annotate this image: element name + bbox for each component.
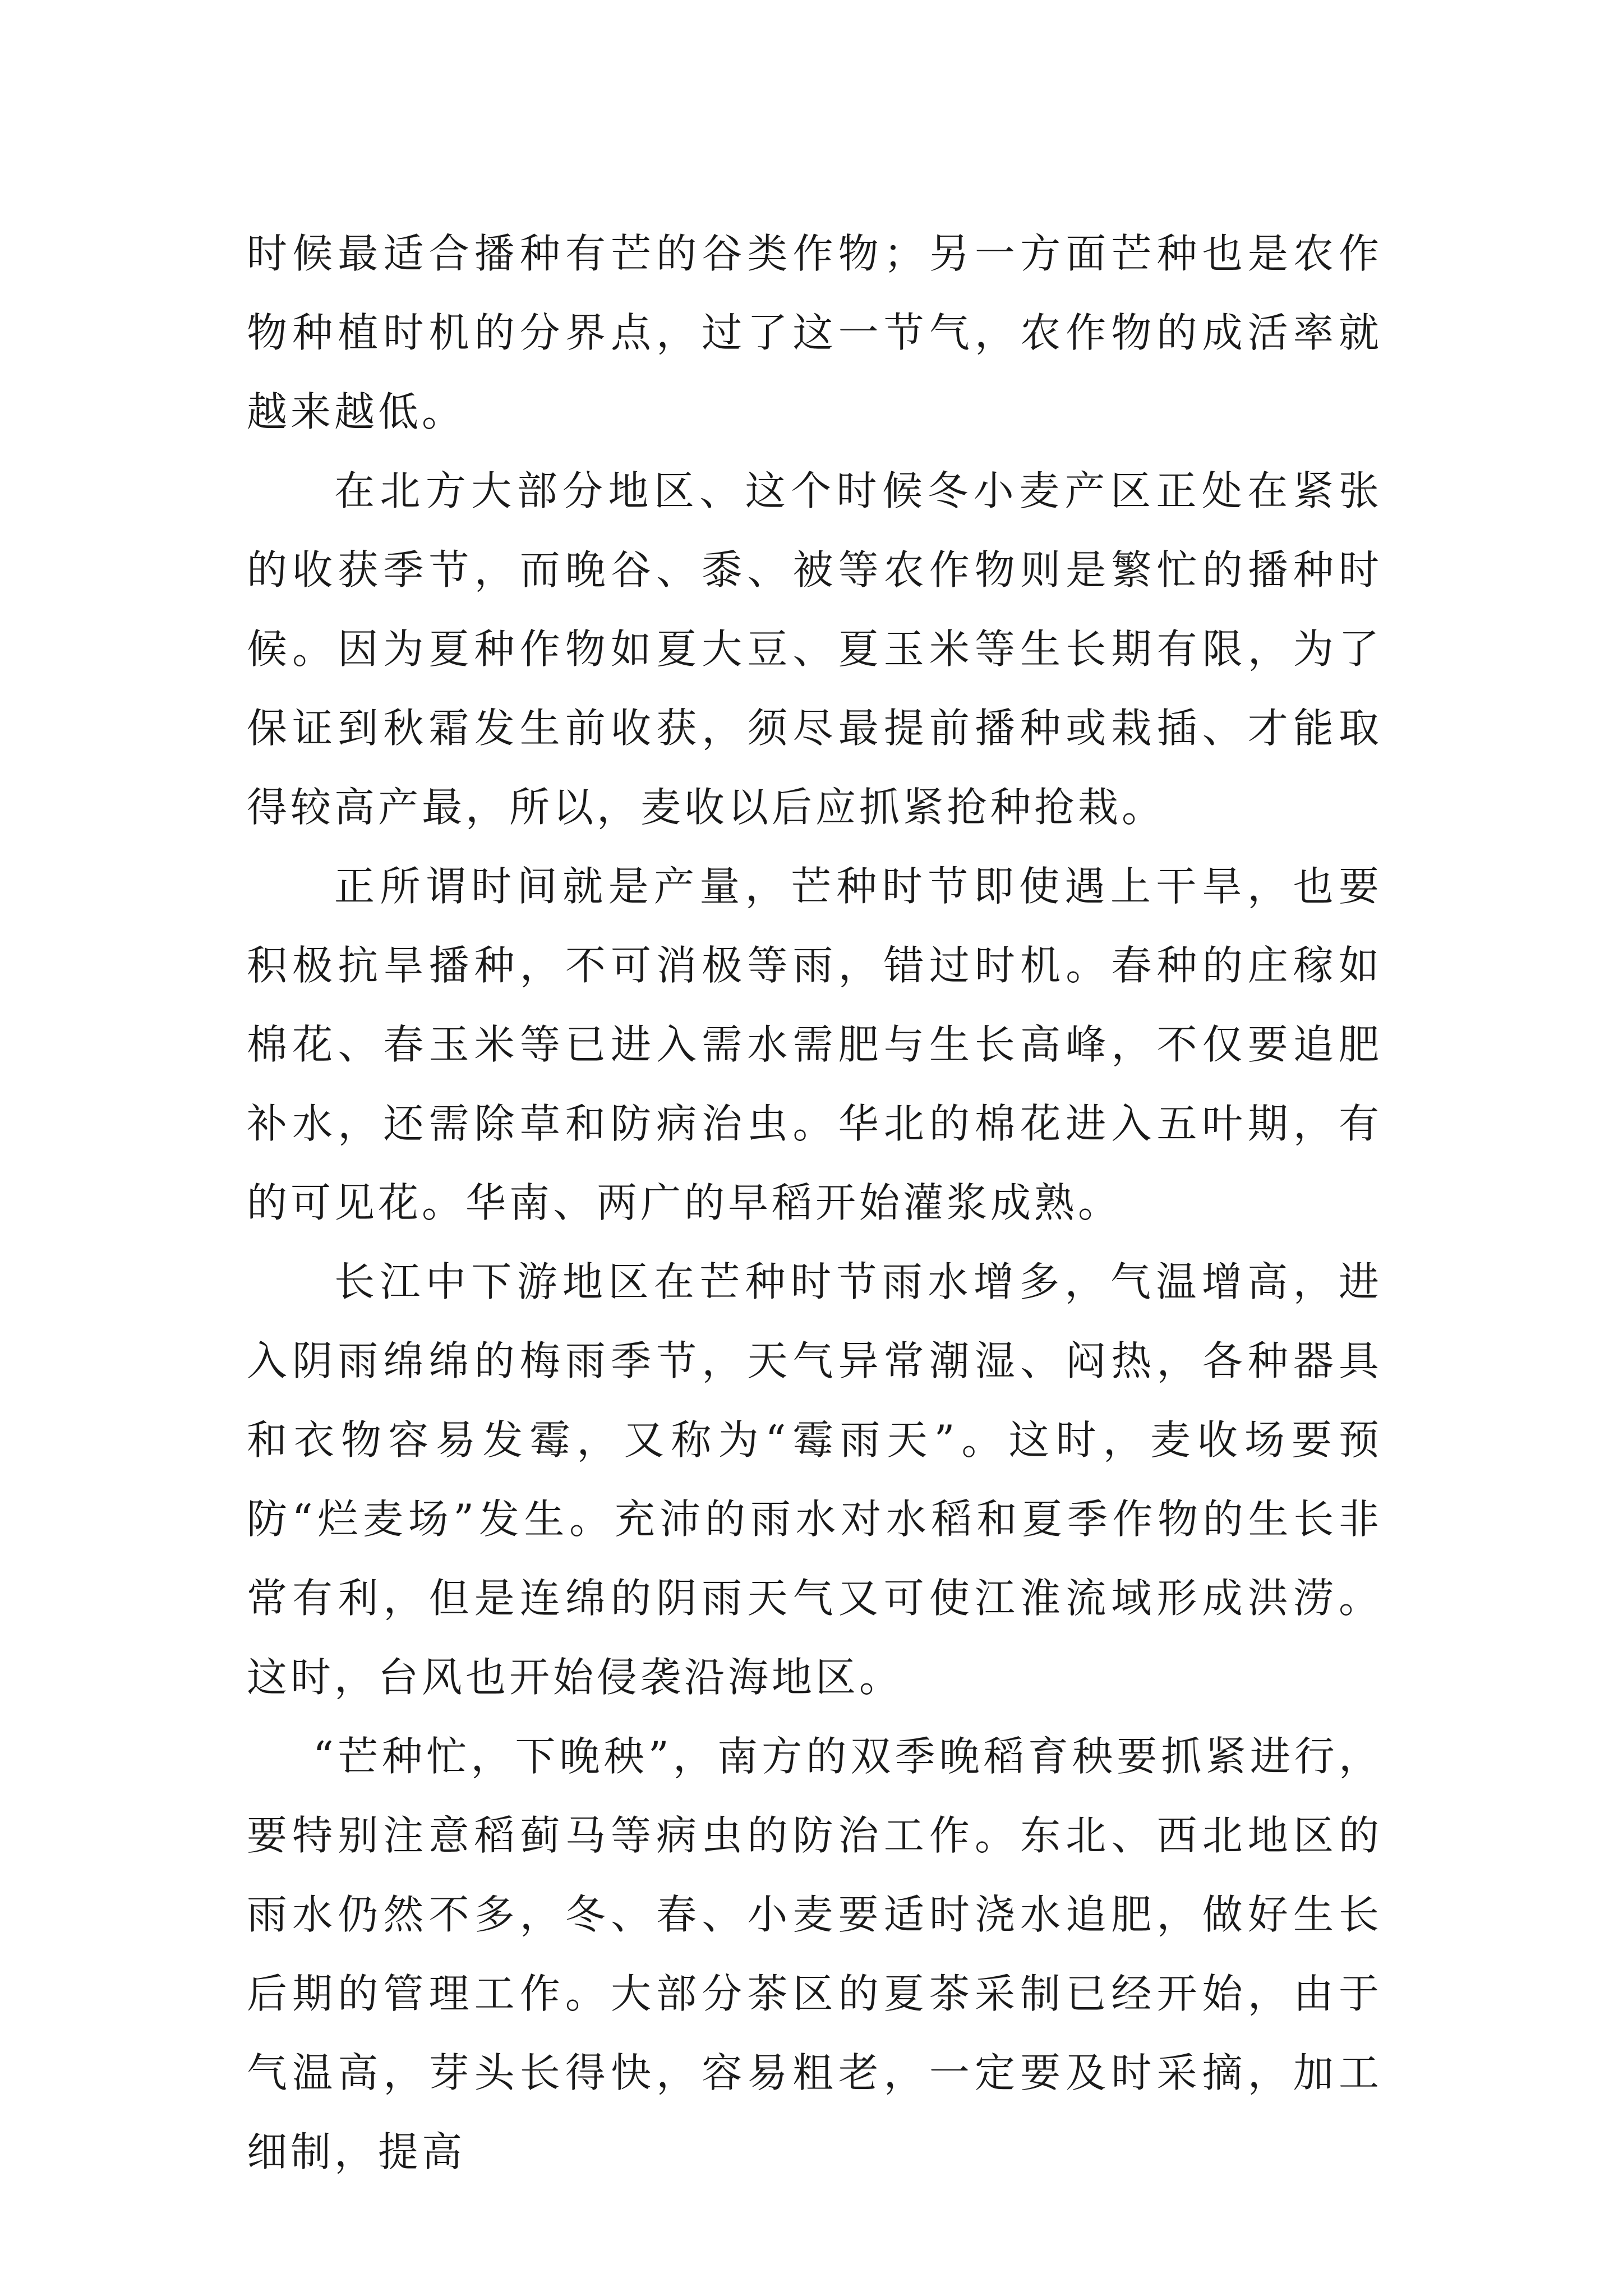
paragraph-2: 在北方大部分地区、这个时候冬小麦产区正处在紧张的收获季节，而晚谷、黍、被等农作物则是繁忙的播种时候。因为夏种作物如夏大豆、夏玉米等生长期有限，为了保证到秋霜发生前收获，须尽最提前播种或栽插、才能取得较高产最，所以，麦收以后应抓紧抢种抢栽。 — [247, 467, 1382, 831]
paragraph-1: 时候最适合播种有芒的谷类作物；另一方面芒种也是农作物种植时机的分界点，过了这一节气，农作物的成活率就越来越低。 — [247, 230, 1382, 435]
document-body — [247, 214, 1382, 2192]
paragraph-5: “芒种忙，下晚秧”，南方的双季晚稻育秧要抓紧进行，要特别注意稻蓟马等病虫的防治工作。东北、西北地区的雨水仍然不多，冬、春、小麦要适时浇水追肥，做好生长后期的管理工作。大部分茶区的夏茶采制已经开始，由于气温高，芽头长得快，容易粗老，一定要及时采摘，加工细制，提高 — [247, 1733, 1382, 2175]
paragraph-3: 正所谓时间就是产量，芒种时节即使遇上干旱，也要积极抗旱播种，不可消极等雨，错过时机。春种的庄稼如棉花、春玉米等已进入需水需肥与生长高峰，不仅要追肥补水，还需除草和防病治虫。华北的棉花进入五叶期，有的可见花。华南、两广的早稻开始灌浆成熟。 — [247, 863, 1382, 1226]
paragraph-4: 长江中下游地区在芒种时节雨水增多，气温增高，进入阴雨绵绵的梅雨季节，天气异常潮湿、闷热，各种器具和衣物容易发霉，又称为“霉雨天”。这时，麦收场要预防“烂麦场”发生。充沛的雨水对水稻和夏季作物的生长非常有利，但是连绵的阴雨天气又可使江淮流域形成洪涝。这时，台风也开始侵袭沿海地区。 — [247, 1258, 1382, 1701]
